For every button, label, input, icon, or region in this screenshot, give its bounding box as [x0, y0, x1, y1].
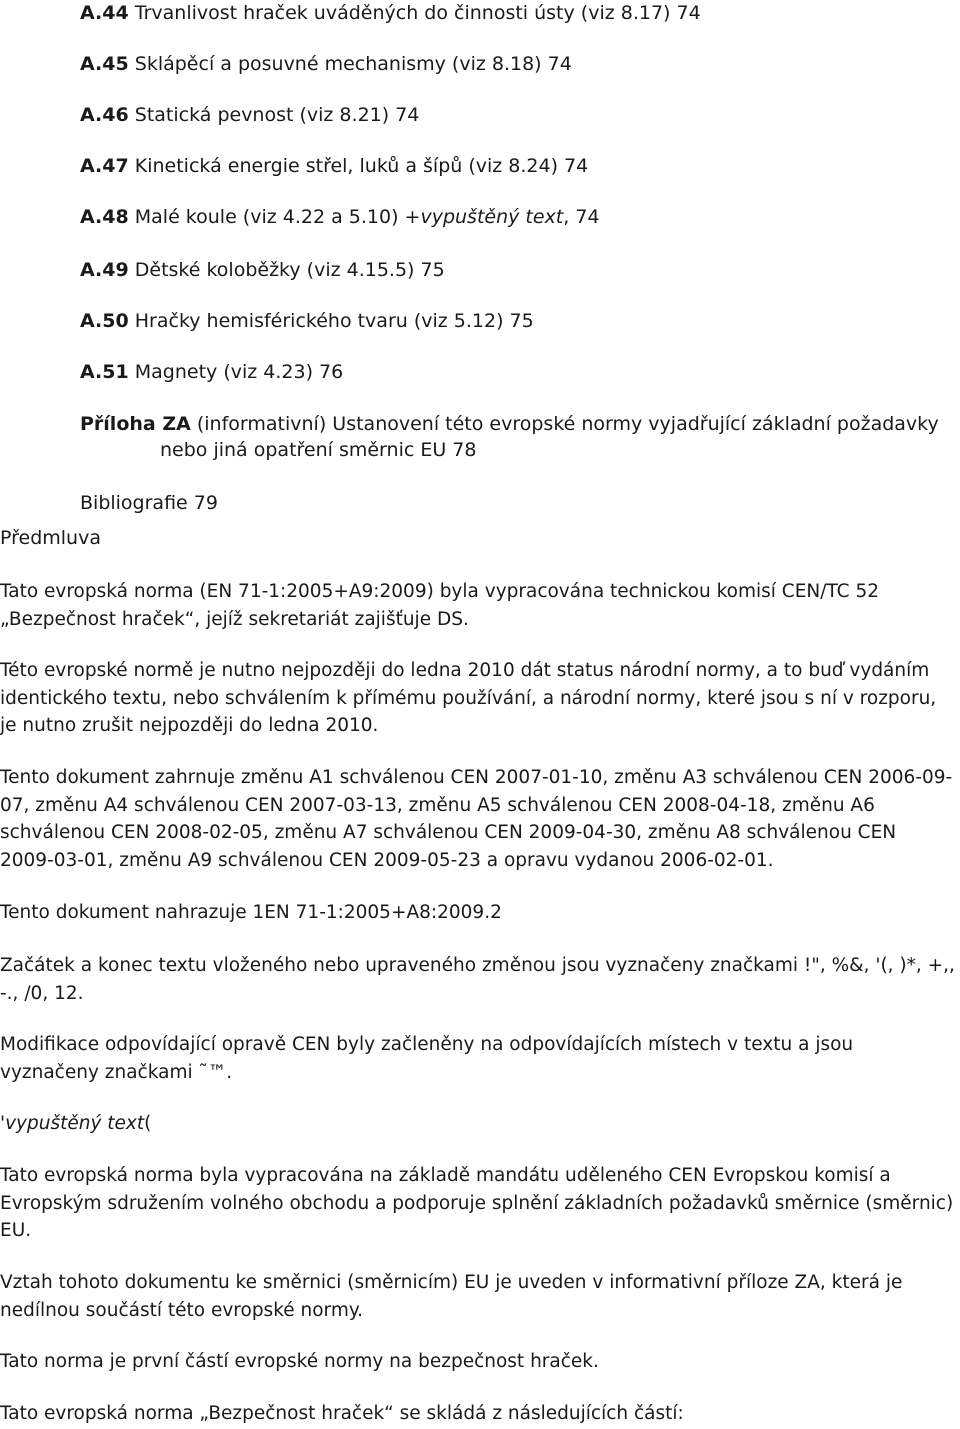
omission-marker-end: (	[144, 1113, 152, 1134]
toc-entry	[80, 204, 600, 230]
toc-entry-title: (informativní) Ustanovení této evropské normy vyjadřující základní požadavky	[190, 413, 939, 435]
toc-entry-title: Sklápěcí a posuvné mechanismy (viz 8.18) 74	[128, 53, 572, 75]
toc-entry-title: Malé koule (viz 4.22 a 5.10) +	[128, 206, 421, 228]
paragraph-omitted-text	[0, 1110, 955, 1138]
toc-entry-number: A.48	[80, 206, 129, 228]
paragraph: Tento dokument nahrazuje 1EN 71-1:2005+A8:2009.2	[0, 902, 502, 923]
toc-entry-bibliography	[80, 490, 218, 516]
toc-entry-number: A.44	[80, 2, 129, 24]
paragraph: Této evropské normě je nutno nejpozději do ledna 2010 dát status národní normy, a to buď vydáním identického textu, nebo schválením k přímému používání, a národní normy, které jsou s ní v rozporu, je nutno zrušit nejpozději do ledna 2010.	[0, 660, 937, 736]
toc-entry-title: Kinetická energie střel, luků a šípů (viz 8.24) 74	[128, 155, 589, 177]
toc-entry-title: Magnety (viz 4.23) 76	[128, 361, 344, 383]
omitted-text-marker: vypuštěný text	[420, 206, 564, 228]
toc-entry-annex	[80, 411, 950, 463]
omitted-text-marker: vypuštěný text	[5, 1113, 145, 1134]
toc-entry	[80, 0, 701, 26]
toc-entry-number: A.46	[80, 104, 129, 126]
paragraph: Tato evropská norma „Bezpečnost hraček“ se skládá z následujících částí:	[0, 1403, 684, 1424]
toc-entry-title: Trvanlivost hraček uváděných do činnosti ústy (viz 8.17) 74	[128, 2, 701, 24]
toc-entry	[80, 153, 588, 179]
toc-entry	[80, 308, 534, 334]
toc-entry-page: , 74	[563, 206, 600, 228]
paragraph: Vztah tohoto dokumentu ke směrnici (směrnicím) EU je uveden v informativní příloze ZA, která je nedílnou součástí této evropské normy.	[0, 1272, 903, 1321]
paragraph: Tato norma je první částí evropské normy na bezpečnost hraček.	[0, 1351, 599, 1372]
toc-entry	[80, 359, 343, 385]
toc-entry-continuation: nebo jiná opatření směrnic EU 78	[160, 439, 477, 461]
toc-entry-number: A.45	[80, 53, 129, 75]
paragraph: Modifikace odpovídající opravě CEN byly začleněny na odpovídajících místech v textu a jsou vyznačeny značkami ˜™.	[0, 1034, 854, 1083]
toc-entry-title: Statická pevnost (viz 8.21) 74	[128, 104, 420, 126]
omission-marker-start: '	[0, 1113, 6, 1134]
toc-entry-title: Dětské koloběžky (viz 4.15.5) 75	[128, 259, 445, 281]
paragraph: Začátek a konec textu vloženého nebo upraveného změnou jsou vyznačeny značkami !", %&, '(, )*, +,, -., /0, 12.	[0, 955, 955, 1004]
toc-entry-number: A.51	[80, 361, 129, 383]
toc-entry-number: Příloha ZA	[80, 413, 191, 435]
toc-entry-number: A.49	[80, 259, 129, 281]
toc-entry	[80, 257, 445, 283]
toc-entry	[80, 51, 572, 77]
toc-entry-title: Hračky hemisférického tvaru (viz 5.12) 75	[128, 310, 534, 332]
toc-entry-title: Bibliografie 79	[80, 492, 218, 514]
toc-entry-number: A.50	[80, 310, 129, 332]
toc-entry	[80, 102, 419, 128]
paragraph: Tato evropská norma (EN 71-1:2005+A9:2009) byla vypracována technickou komisí CEN/TC 52 „Bezpečnost hraček“, jejíž sekretariát zajišťuje DS.	[0, 581, 880, 630]
toc-entry-number: A.47	[80, 155, 129, 177]
paragraph: Tato evropská norma byla vypracována na základě mandátu uděleného CEN Evropskou komisí a Evropským sdružením volného obchodu a podporuje splnění základních požadavků směrnice (směrnic) EU.	[0, 1165, 954, 1241]
paragraph: Tento dokument zahrnuje změnu A1 schválenou CEN 2007-01-10, změnu A3 schválenou CEN 2006-09-07, změnu A4 schválenou CEN 2007-03-13, změnu A5 schválenou CEN 2008-04-18, změnu A6 schválenou CEN 2008-02-05, změnu A7 schválenou CEN 2009-04-30, změnu A8 schválenou CEN 2009-03-01, změnu A9 schválenou CEN 2009-05-23 a opravu vydanou 2006-02-01.	[0, 767, 953, 871]
section-heading-foreword: Předmluva	[0, 527, 101, 549]
